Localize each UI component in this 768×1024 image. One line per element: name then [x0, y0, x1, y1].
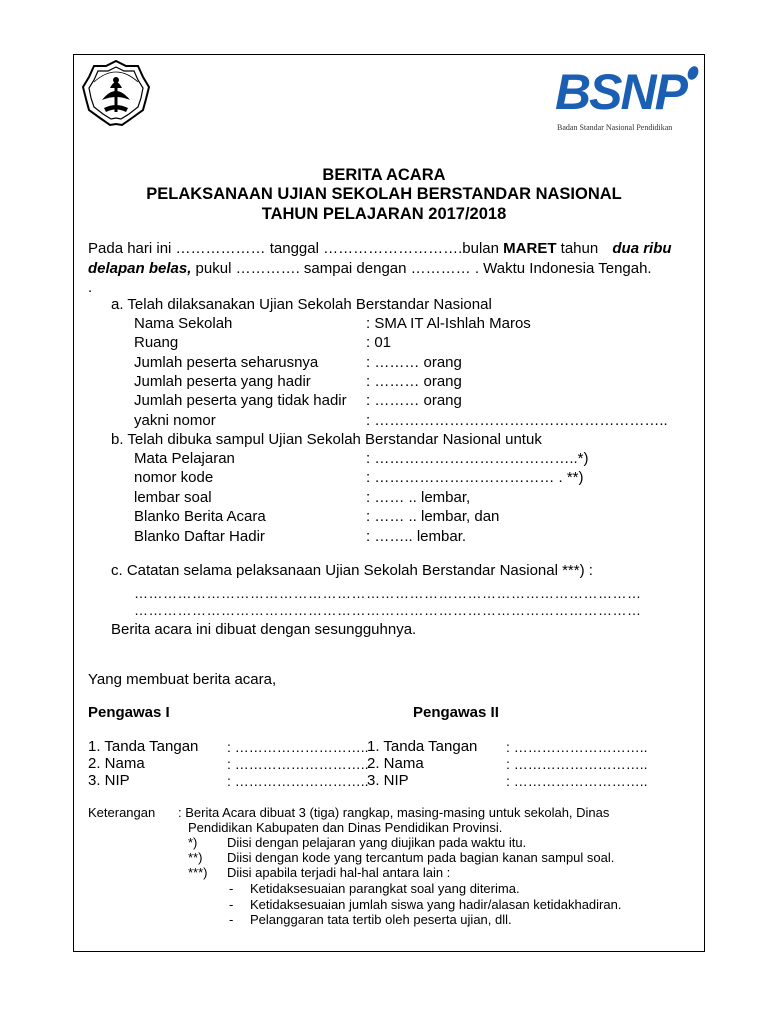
signature-right-label: 3. NIP [367, 772, 409, 789]
notes-item-mark: *) [188, 835, 198, 850]
notes-line-2: Pendidikan Kabupaten dan Dinas Pendidikan Provinsi. [188, 820, 503, 835]
section-a-value: : ……… orang [366, 354, 462, 371]
section-b-value: : ……………………………… . **) [366, 469, 584, 486]
section-a-heading: a. Telah dilaksanakan Ujian Sekolah Berstandar Nasional [111, 296, 492, 313]
bsnp-logo-word: BSNP [555, 64, 686, 120]
closing-statement: Berita acara ini dibuat dengan sesungguhnya. [111, 621, 417, 638]
signature-left-value: : ……………………….. [227, 756, 369, 772]
section-a-label: Nama Sekolah [134, 315, 233, 332]
notes-item-text: Diisi apabila terjadi hal-hal antara lain : [227, 865, 451, 880]
notes-bullet-text: Pelanggaran tata tertib oleh peserta ujian, dll. [250, 912, 512, 927]
section-a-label: Ruang [134, 334, 179, 351]
signature-right-value: : ……………………….. [506, 756, 648, 772]
section-b-label: Blanko Daftar Hadir [134, 528, 265, 545]
section-b-heading: b. Telah dibuka sampul Ujian Sekolah Berstandar Nasional untuk [111, 431, 542, 448]
section-b-value: : …… .. lembar, [366, 489, 471, 506]
section-a-value: : ……… orang [366, 392, 462, 409]
section-a-value: : 01 [366, 334, 392, 351]
section-b-label: Mata Pelajaran [134, 450, 235, 467]
intro-part-2: tahun [560, 240, 599, 257]
notes-bullet-text: Ketidaksesuaian parangkat soal yang diterima. [250, 881, 520, 896]
bsnp-logo-subtitle: Badan Standar Nasional Pendidikan [557, 123, 673, 132]
section-a-label: Jumlah peserta yang tidak hadir [134, 392, 347, 409]
notes-item-text: Diisi dengan kode yang tercantum pada bagian kanan sampul soal. [227, 850, 615, 865]
signature-left-value: : ……………………….. [227, 739, 369, 755]
notes-item-text: Diisi dengan pelajaran yang diujikan pada waktu itu. [227, 835, 527, 850]
section-c-dots-1: …………………………………………………………………………………………… [134, 585, 642, 601]
section-b-label: lembar soal [134, 489, 212, 506]
intro-dot: . [88, 279, 93, 296]
title-line-1: BERITA ACARA [322, 166, 446, 184]
section-b-value: : …………………………………..*) [366, 450, 589, 467]
section-a-label: yakni nomor [134, 412, 216, 429]
intro-part-1: Pada hari ini ……………… tanggal ……………………….bulan [88, 240, 499, 257]
signature-right-label: 2. Nama [367, 755, 424, 772]
title-line-3: TAHUN PELAJARAN 2017/2018 [261, 205, 507, 223]
notes-line-1: : Berita Acara dibuat 3 (tiga) rangkap, masing-masing untuk sekolah, Dinas [178, 805, 610, 820]
section-b-label: Blanko Berita Acara [134, 508, 266, 525]
signature-right-value: : ……………………….. [506, 773, 648, 789]
section-c-heading: c. Catatan selama pelaksanaan Ujian Sekolah Berstandar Nasional ***) : [111, 562, 593, 579]
notes-bullet-dash: - [229, 897, 234, 912]
tut-wuri-handayani-logo [80, 58, 152, 130]
intro-part-3: pukul …………. sampai dengan ………… . Waktu Indonesia Tengah. [195, 260, 652, 277]
section-c-dots-2: …………………………………………………………………………………………… [134, 602, 642, 618]
intro-line-1 [88, 240, 672, 257]
maker-statement: Yang membuat berita acara, [88, 671, 277, 688]
intro-year-words-1: dua ribu [612, 240, 672, 257]
title-line-2: PELAKSANAAN UJIAN SEKOLAH BERSTANDAR NASIONAL [146, 185, 622, 203]
intro-line-2 [88, 260, 652, 277]
notes-item-mark: ***) [188, 865, 208, 880]
section-a-value: : SMA IT Al-Ishlah Maros [366, 315, 531, 332]
signature-left-label: 3. NIP [88, 772, 130, 789]
section-b-value: : …… .. lembar, dan [366, 508, 500, 525]
signature-right-label: 1. Tanda Tangan [367, 738, 478, 755]
notes-bullet-text: Ketidaksesuaian jumlah siswa yang hadir/alasan ketidakhadiran. [250, 897, 622, 912]
notes-bullet-dash: - [229, 881, 234, 896]
signature-left-label: 1. Tanda Tangan [88, 738, 199, 755]
intro-month: MARET [503, 240, 557, 257]
section-a-label: Jumlah peserta yang hadir [134, 373, 311, 390]
bsnp-logo-dot [686, 65, 701, 82]
bsnp-logo [555, 62, 703, 138]
notes-item-mark: **) [188, 850, 203, 865]
section-a-value: : ………………………………………………….. [366, 412, 668, 429]
section-b-value: : …….. lembar. [366, 528, 467, 545]
signature-left-label: 2. Nama [88, 755, 145, 772]
signature-left-title: Pengawas I [88, 704, 170, 721]
section-a-value: : ……… orang [366, 373, 462, 390]
notes-bullet-dash: - [229, 912, 234, 927]
signature-right-title: Pengawas II [413, 704, 499, 721]
signature-left-value: : ……………………….. [227, 773, 369, 789]
signature-right-value: : ……………………….. [506, 739, 648, 755]
notes-label: Keterangan [88, 805, 156, 820]
section-a-label: Jumlah peserta seharusnya [134, 354, 319, 371]
intro-year-words-2: delapan belas, [88, 260, 192, 277]
section-b-label: nomor kode [134, 469, 214, 486]
